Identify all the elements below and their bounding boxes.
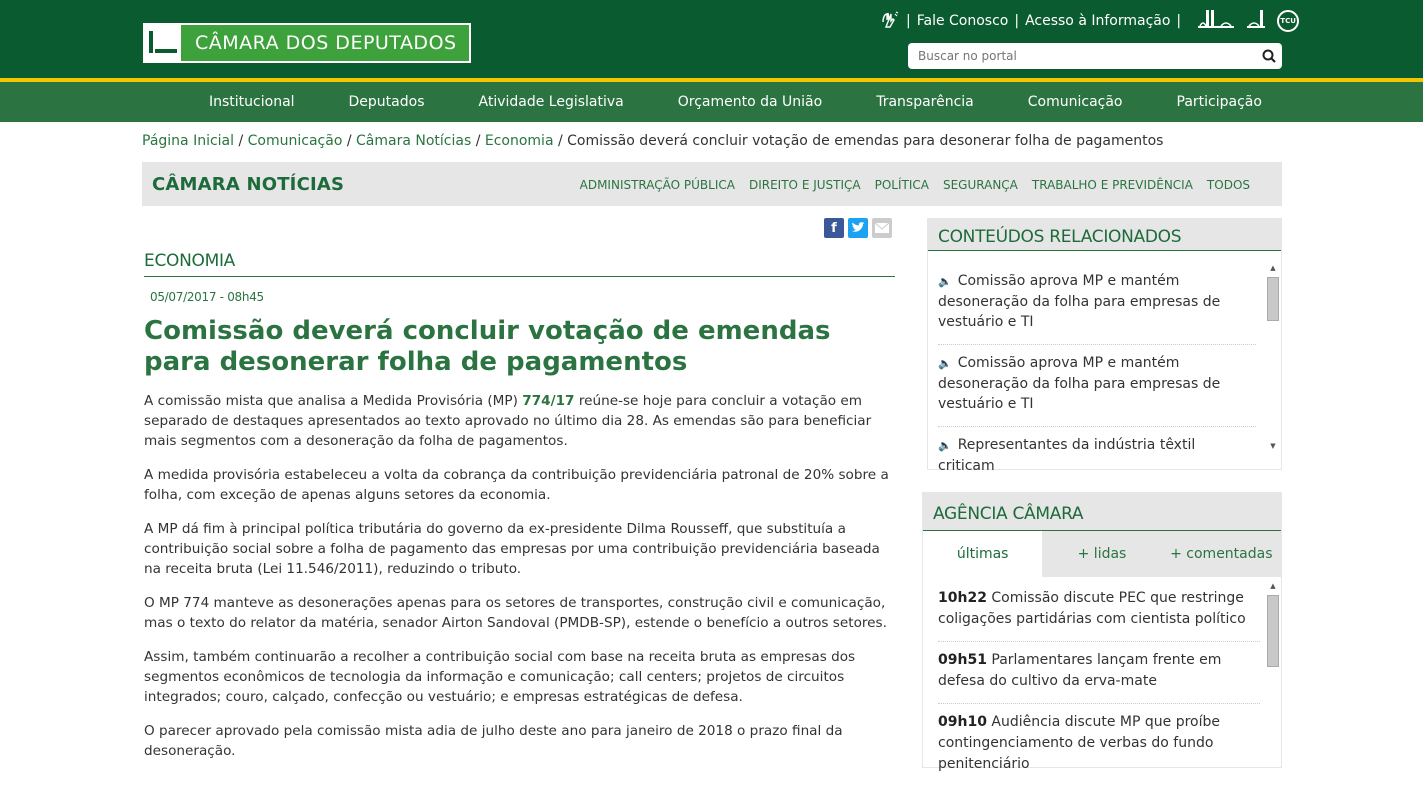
camara-noticias-bar <box>142 162 1282 206</box>
breadcrumb-current: Comissão deverá concluir votação de emendas para desonerar folha de pagamentos <box>567 133 1164 149</box>
related-item-text: Comissão aprova MP e mantém desoneração da folha para empresas de vestuário e TI <box>938 273 1221 330</box>
article-paragraph: O parecer aprovado pela comissão mista adia de julho deste ano para janeiro de 2018 o prazo final da desoneração. <box>144 723 843 759</box>
nav-item-participacao[interactable]: Participação <box>1176 94 1262 110</box>
article-title: Comissão deverá concluir votação de emendas para desonerar folha de pagamentos <box>144 316 831 377</box>
agencia-camara-title: AGÊNCIA CÂMARA <box>923 493 1281 531</box>
article-paragraph: A medida provisória estabeleceu a volta da cobrança da contribuição previdenciária patronal de 20% sobre a folha, com exceção de apenas alguns setores da economia. <box>144 467 889 503</box>
category-links <box>566 178 1250 192</box>
site-logo[interactable] <box>143 23 471 63</box>
news-time: 09h51 <box>938 652 987 668</box>
tcu-icon[interactable]: TCU <box>1277 10 1299 32</box>
twitter-icon[interactable] <box>848 218 868 238</box>
article-paragraph: A MP dá fim à principal política tributária do governo da ex-presidente Dilma Rousseff, que substituía a contribuição social sobre a folha de pagamento das empresas por uma contribuição previdenciária baseada na receita bruta (Lei 11.546/2011), reduzindo o tributo. <box>144 521 880 577</box>
camara-noticias-title[interactable]: CÂMARA NOTÍCIAS <box>152 174 345 195</box>
logo-mark <box>145 25 181 61</box>
senado-building-icon[interactable] <box>1245 8 1267 34</box>
article-paragraph: O MP 774 manteve as desonerações apenas para os setores de transportes, construção civil e comunicação, mas o texto do relator da matéria, senador Airton Sandoval (PMDB-SP), estende o benefício a outros setores. <box>144 595 887 631</box>
tab-mais-comentadas[interactable]: + comentadas <box>1162 531 1281 577</box>
related-content-box <box>927 218 1282 474</box>
news-time: 09h10 <box>938 714 987 730</box>
breadcrumb-camara-noticias[interactable]: Câmara Notícias <box>356 133 472 149</box>
fale-conosco-link[interactable]: Fale Conosco <box>916 13 1009 29</box>
nav-item-atividade-legislativa[interactable]: Atividade Legislativa <box>478 94 624 110</box>
article-body <box>144 391 896 775</box>
category-politica[interactable]: POLÍTICA <box>874 178 929 192</box>
breadcrumb-comunicacao[interactable]: Comunicação <box>247 133 343 149</box>
scroll-thumb[interactable] <box>1267 277 1279 321</box>
separator: | <box>1014 13 1020 29</box>
article-date: 05/07/2017 - 08h45 <box>150 290 264 304</box>
related-content-title: CONTEÚDOS RELACIONADOS <box>928 219 1281 251</box>
category-administracao-publica[interactable]: ADMINISTRAÇÃO PÚBLICA <box>579 178 735 192</box>
main-nav <box>0 82 1423 122</box>
news-text: Comissão discute PEC que restringe coligações partidárias com cientista político <box>938 590 1246 627</box>
email-icon[interactable] <box>872 218 892 238</box>
acesso-informacao-link[interactable]: Acesso à Informação <box>1025 13 1171 29</box>
breadcrumb: Página Inicial / Comunicação / Câmara Notícias / Economia / Comissão deverá concluir votação de emendas para desonerar folha de pagamentos <box>142 133 1164 149</box>
category-seguranca[interactable]: SEGURANÇA <box>942 178 1018 192</box>
news-item[interactable] <box>938 588 1260 642</box>
paragraph-text: A comissão mista que analisa a Medida Provisória (MP) <box>144 393 523 409</box>
share-buttons <box>824 218 892 238</box>
nav-item-deputados[interactable]: Deputados <box>348 94 425 110</box>
agencia-scrollbar[interactable] <box>1267 581 1279 667</box>
top-links <box>878 9 1299 33</box>
separator: | <box>906 13 911 29</box>
paragraph-text: reúne-se hoje para concluir a votação em separado de destaques apresentados ao texto aprovado no último dia 28. As emendas são para beneficiar mais segmentos com a desoneração da folha de pagamentos. <box>144 393 872 449</box>
search-icon[interactable] <box>1256 44 1282 68</box>
scroll-down-arrow-icon[interactable]: ▼ <box>1270 442 1276 450</box>
agencia-news-list <box>938 588 1260 794</box>
scroll-up-arrow-icon[interactable]: ▲ <box>1270 264 1276 272</box>
nav-item-institucional[interactable]: Institucional <box>209 94 295 110</box>
scroll-thumb[interactable] <box>1267 595 1279 667</box>
article-paragraph <box>144 391 896 451</box>
header-bar <box>0 0 1423 78</box>
category-trabalho-previdencia[interactable]: TRABALHO E PREVIDÊNCIA <box>1031 178 1193 192</box>
separator: | <box>1176 13 1182 29</box>
category-direito-justica[interactable]: DIREITO E JUSTIÇA <box>748 178 861 192</box>
congress-building-icon[interactable] <box>1197 8 1235 34</box>
article-paragraph: Assim, também continuarão a recolher a contribuição social com base na receita bruta as empresas dos segmentos econômicos de tecnologia da informação e comunicação; call centers; projetos de circuitos integrados; couro, calçado, confecção ou vestuário; e empresas estratégicas de defesa. <box>144 649 856 705</box>
speaker-icon: 🔈 <box>938 275 952 288</box>
news-item[interactable] <box>938 712 1260 786</box>
nav-item-orcamento[interactable]: Orçamento da União <box>677 94 823 110</box>
related-item[interactable] <box>938 435 1256 488</box>
related-item-text: Comissão aprova MP e mantém desoneração da folha para empresas de vestuário e TI <box>938 355 1221 412</box>
related-item-text: Representantes da indústria têxtil criticam <box>938 437 1196 474</box>
news-time: 10h22 <box>938 590 987 606</box>
speaker-icon: 🔈 <box>938 357 952 370</box>
tab-ultimas[interactable]: últimas <box>923 531 1042 577</box>
agencia-tabs <box>923 531 1281 577</box>
article-section: ECONOMIA <box>144 251 895 277</box>
agencia-camara-box <box>922 492 1282 772</box>
search-input[interactable] <box>908 44 1256 68</box>
related-item[interactable] <box>938 353 1256 427</box>
breadcrumb-home[interactable]: Página Inicial <box>142 133 235 149</box>
nav-item-comunicacao[interactable]: Comunicação <box>1027 94 1123 110</box>
related-scrollbar[interactable] <box>1267 263 1279 451</box>
related-item[interactable] <box>938 271 1256 345</box>
category-todos[interactable]: TODOS <box>1206 178 1250 192</box>
scroll-up-arrow-icon[interactable]: ▲ <box>1270 582 1276 590</box>
speaker-icon: 🔈 <box>938 439 952 452</box>
libras-hand-icon[interactable] <box>878 10 900 32</box>
facebook-icon[interactable]: f <box>824 218 844 238</box>
mp-link[interactable]: 774/17 <box>522 393 575 409</box>
search-box <box>908 43 1282 69</box>
breadcrumb-economia[interactable]: Economia <box>484 133 554 149</box>
tab-mais-lidas[interactable]: + lidas <box>1042 531 1161 577</box>
logo-text: CÂMARA DOS DEPUTADOS <box>195 32 457 54</box>
nav-item-transparencia[interactable]: Transparência <box>876 94 974 110</box>
related-list <box>938 271 1256 496</box>
news-text: Audiência discute MP que proíbe contingenciamento de verbas do fundo penitenciário <box>938 714 1220 772</box>
news-text: Parlamentares lançam frente em defesa do cultivo da erva-mate <box>938 652 1222 689</box>
news-item[interactable] <box>938 650 1260 704</box>
